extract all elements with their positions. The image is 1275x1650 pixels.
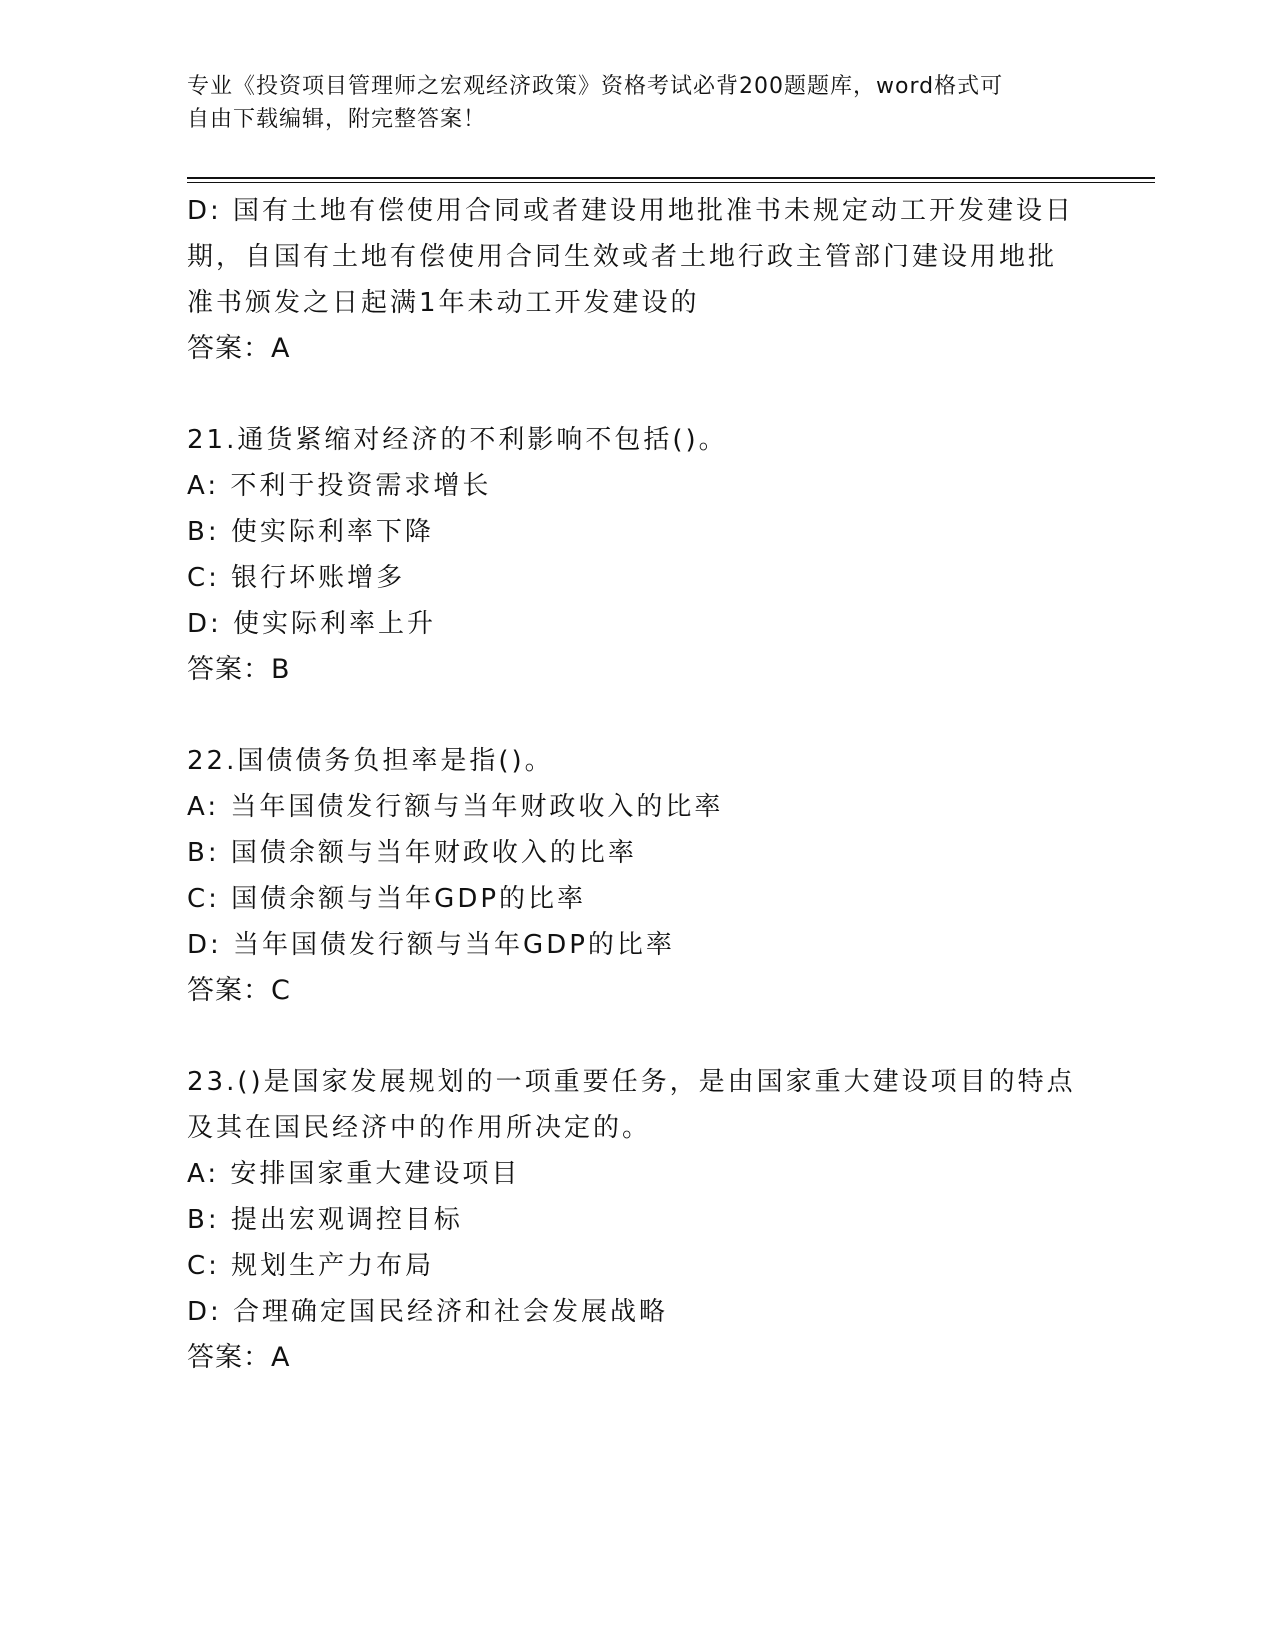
option-c: C: 规划生产力布局: [187, 1251, 435, 1281]
option-c: C: 国债余额与当年GDP的比率: [187, 884, 587, 914]
option-a: A: 当年国债发行额与当年财政收入的比率: [187, 792, 724, 822]
header-line: 自由下载编辑，附完整答案！: [187, 107, 487, 132]
answer: 答案：B: [187, 654, 291, 685]
question-22: [187, 738, 1087, 1014]
answer: 答案：A: [187, 333, 291, 364]
option-b: B: 国债余额与当年财政收入的比率: [187, 838, 637, 868]
question-text: 23.()是国家发展规划的一项重要任务，是由国家重大建设项目的特点: [187, 1067, 1076, 1097]
option-c: C: 银行坏账增多: [187, 563, 406, 593]
option-d-continued: 期，自国有土地有偿使用合同生效或者土地行政主管部门建设用地批: [187, 242, 1058, 272]
question-23: [187, 1059, 1087, 1381]
header-line: 专业《投资项目管理师之宏观经济政策》资格考试必背200题题库，word格式可: [187, 74, 1004, 99]
option-d: D: 国有土地有偿使用合同或者建设用地批准书未规定动工开发建设日: [187, 196, 1075, 226]
question-content: [187, 188, 1087, 1381]
option-b: B: 使实际利率下降: [187, 517, 434, 547]
option-d-continued: 准书颁发之日起满1年未动工开发建设的: [187, 288, 700, 318]
header-divider: [187, 177, 1155, 179]
question-text-continued: 及其在国民经济中的作用所决定的。: [187, 1113, 652, 1143]
header-divider-thin: [187, 182, 1155, 183]
question-text: 21.通货紧缩对经济的不利影响不包括()。: [187, 425, 728, 455]
question-21: [187, 417, 1087, 693]
option-a: A: 不利于投资需求增长: [187, 471, 492, 501]
option-a: A: 安排国家重大建设项目: [187, 1159, 521, 1189]
question-text: 22.国债债务负担率是指()。: [187, 746, 554, 776]
document-header: [187, 70, 1087, 136]
option-d: D: 当年国债发行额与当年GDP的比率: [187, 930, 675, 960]
option-d: D: 使实际利率上升: [187, 609, 437, 639]
previous-question-tail: [187, 188, 1087, 372]
option-d: D: 合理确定国民经济和社会发展战略: [187, 1297, 669, 1327]
option-b: B: 提出宏观调控目标: [187, 1205, 463, 1235]
answer: 答案：A: [187, 1342, 291, 1373]
answer: 答案：C: [187, 975, 291, 1006]
